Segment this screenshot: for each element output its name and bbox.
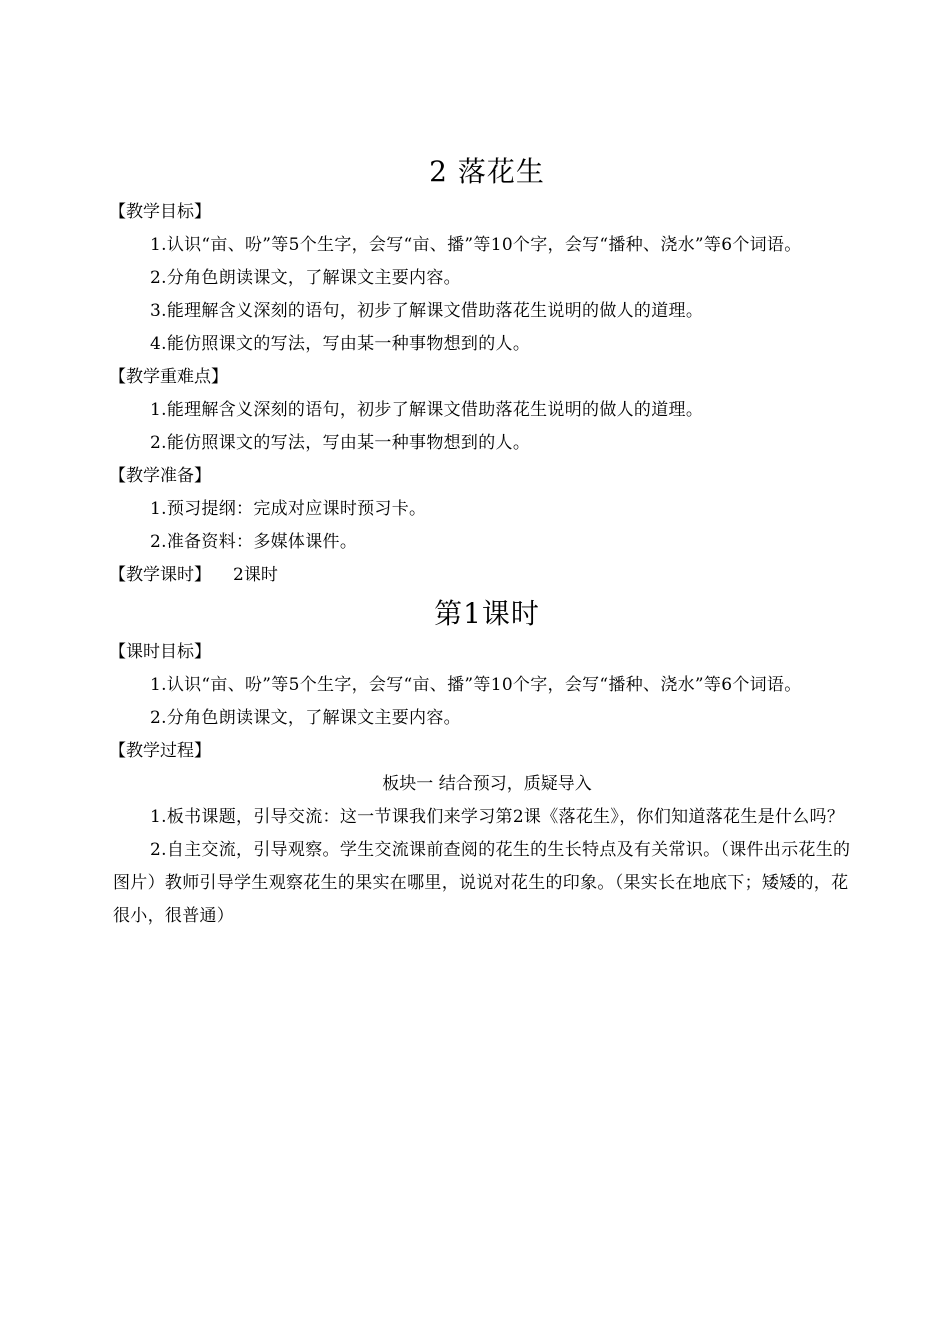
- process-item: 1.板书课题，引导交流：这一节课我们来学习第2课《落花生》，你们知道落花生是什么吗？: [150, 807, 845, 827]
- lesson-objective-item: 2.分角色朗读课文，了解课文主要内容。: [150, 708, 461, 728]
- key-point-item: 1.能理解含义深刻的语句，初步了解课文借助落花生说明的做人的道理。: [150, 400, 704, 420]
- objective-item: 3.能理解含义深刻的语句，初步了解课文借助落花生说明的做人的道理。: [150, 301, 704, 321]
- objective-item: 2.分角色朗读课文，了解课文主要内容。: [150, 268, 461, 288]
- lesson-objectives-heading: 【课时目标】: [109, 642, 211, 662]
- teaching-hours-heading: 【教学课时】: [109, 565, 211, 585]
- process-item: 2.自主交流，引导观察。学生交流课前查阅的花生的生长特点及有关常识。（课件出示花生的图片）教师引导学生观察花生的果实在哪里，说说对花生的印象。（果实长在地底下；矮矮的，花很小，很普通）: [113, 840, 851, 926]
- teaching-hours-row: [109, 559, 861, 592]
- objective-item: 4.能仿照课文的写法，写由某一种事物想到的人。: [150, 334, 531, 354]
- document-content: [109, 150, 861, 933]
- teaching-objectives-heading: 【教学目标】: [109, 202, 211, 222]
- preparation-item: 1.预习提纲：完成对应课时预习卡。: [150, 499, 427, 519]
- lesson-objective-item: 1.认识“亩、吩”等5个生字，会写“亩、播”等10个字，会写“播种、浇水”等6个词语。: [150, 675, 802, 695]
- block-one-title: 板块一 结合预习，质疑导入: [382, 774, 592, 794]
- teaching-process-heading: 【教学过程】: [109, 741, 211, 761]
- lesson-title: 2 落花生: [429, 155, 545, 188]
- teaching-hours-value: 2课时: [233, 565, 278, 585]
- key-points-heading: 【教学重难点】: [109, 367, 228, 387]
- key-point-item: 2.能仿照课文的写法，写由某一种事物想到的人。: [150, 433, 531, 453]
- lesson-1-title: 第1课时: [434, 597, 540, 630]
- objective-item: 1.认识“亩、吩”等5个生字，会写“亩、播”等10个字，会写“播种、浇水”等6个词语。: [150, 235, 802, 255]
- preparation-heading: 【教学准备】: [109, 466, 211, 486]
- preparation-item: 2.准备资料：多媒体课件。: [150, 532, 358, 552]
